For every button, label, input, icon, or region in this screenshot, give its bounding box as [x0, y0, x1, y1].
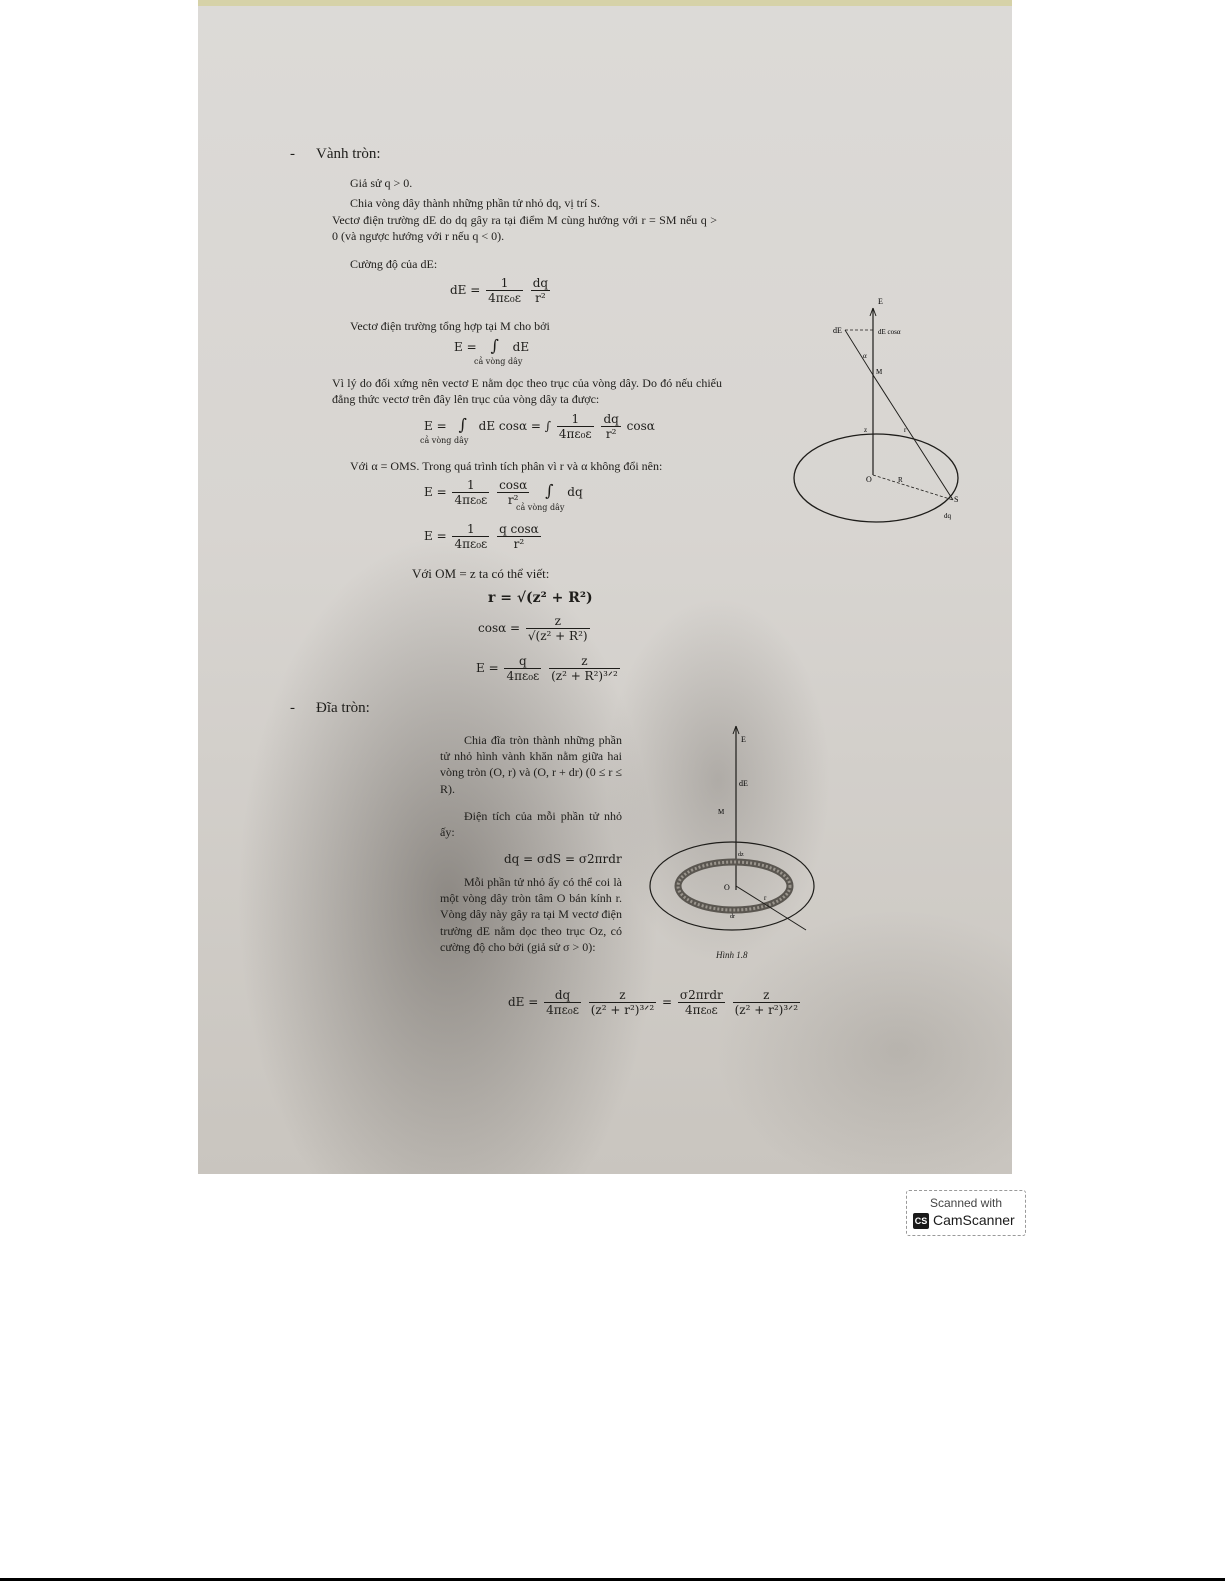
- ring-paragraph-8: Với OM = z ta có thể viết:: [412, 566, 550, 581]
- numerator: z: [589, 988, 656, 1003]
- label-O: O: [866, 475, 872, 484]
- ring-heading: Vành tròn:: [316, 146, 381, 162]
- fraction: [733, 988, 800, 1017]
- ring-paragraph-4: Cường độ của dE:: [350, 257, 438, 271]
- label-M: M: [718, 808, 725, 816]
- label-R: R: [898, 476, 903, 484]
- denominator: 4πε₀ε: [454, 493, 488, 507]
- numerator: q cosα: [499, 522, 539, 536]
- denominator: r²: [513, 537, 525, 551]
- ring-paragraph-2: Chia vòng dây thành những phần tử nhỏ dq, vị trí S.: [350, 196, 600, 210]
- fraction: [504, 654, 541, 683]
- numerator: z: [733, 988, 800, 1003]
- eq-lhs: E =: [424, 485, 447, 499]
- eq-lhs: E =: [424, 529, 447, 543]
- ring-paragraph-7: Với α = OMS. Trong quá trình tích phân vì r và α không đổi nên:: [350, 459, 663, 473]
- disk-paragraph-3: Mỗi phần tử nhỏ ấy có thể coi là một vòng dây tròn tâm O bán kính r. Vòng dây này gây ra tại M vectơ điện trường dE nằm dọc theo trục Oz, có cường độ cho bởi (giả sử σ > 0):: [440, 875, 622, 954]
- ring-paragraph-3: Vectơ điện trường dE do dq gây ra tại điểm M cùng hướng với r = SM nếu q > 0 (và ngược hướng với r nếu q < 0).: [332, 213, 717, 244]
- fraction: [497, 522, 541, 551]
- denominator: 4πε₀ε: [454, 537, 488, 551]
- numerator: z: [549, 654, 620, 669]
- denominator: 4πε₀ε: [488, 291, 521, 305]
- badge-brand: CamScanner: [933, 1212, 1015, 1228]
- numerator: dq: [544, 988, 581, 1003]
- label-dr: dr: [730, 914, 735, 920]
- numerator: 1: [557, 412, 594, 427]
- ring-equation-7: [478, 614, 592, 643]
- charged-ring: [794, 434, 958, 522]
- fraction: [486, 276, 523, 305]
- integral-sign: ∫: [458, 415, 467, 434]
- figure-caption: Hình 1.8: [716, 950, 748, 960]
- label-dE: dE: [739, 779, 748, 788]
- label-E: E: [878, 297, 883, 306]
- label-O: O: [724, 883, 730, 892]
- fraction: [544, 988, 581, 1017]
- fraction: [526, 614, 590, 643]
- radius-R: [873, 475, 953, 500]
- fraction: [589, 988, 656, 1017]
- label-r: r: [764, 894, 767, 902]
- integral-subscript: cả vòng dây: [516, 503, 565, 512]
- fraction: [557, 412, 594, 441]
- eq-tail: cosα: [626, 419, 655, 433]
- denominator: r²: [535, 291, 546, 305]
- integral-sign: ∫: [490, 336, 499, 355]
- eq-rhs: dE: [512, 340, 530, 354]
- camscanner-badge[interactable]: [906, 1190, 1026, 1236]
- label-dE: dE: [833, 326, 842, 335]
- ring-equation-6: r = √(z² + R²): [488, 590, 593, 606]
- denominator: (z² + r²)³ᐟ²: [734, 1003, 799, 1017]
- ring-diagram: [778, 290, 978, 525]
- ring-equation-8: [476, 654, 622, 683]
- eq-lhs: dE =: [450, 283, 481, 297]
- ring-paragraph-1: Giả sử q > 0.: [350, 176, 413, 190]
- disk-diagram: [646, 720, 816, 965]
- eq-mid: dE cosα = ∫: [478, 419, 552, 433]
- line-r-to-S: [873, 375, 953, 500]
- eq-lhs: E =: [476, 661, 499, 675]
- numerator: 1: [486, 276, 523, 291]
- denominator: √(z² + R²): [527, 629, 588, 643]
- denominator: 4πε₀ε: [506, 669, 540, 683]
- badge-scanned-with: Scanned with: [929, 1196, 1003, 1210]
- bullet-dash: -: [290, 146, 295, 162]
- fraction: [452, 522, 489, 551]
- eq-lhs: dE =: [508, 995, 539, 1009]
- ring-equation-2: [454, 336, 529, 355]
- fraction: [452, 478, 489, 507]
- eq-lhs: E =: [424, 419, 447, 433]
- ring-equation-1: [450, 276, 552, 305]
- eq-lhs: cosα =: [478, 621, 521, 635]
- ring-paragraph-6: Vì lý do đối xứng nên vectơ E nằm dọc theo trục của vòng dây. Do đó nếu chiếu đẳng thức vectơ trên đây lên trục của vòng dây ta được:: [332, 376, 722, 407]
- bottom-rule: [0, 1578, 1225, 1581]
- eq-tail: dq: [567, 485, 583, 499]
- integral-sign: ∫: [545, 481, 554, 500]
- denominator: r²: [605, 427, 617, 441]
- ring-equation-5: [424, 522, 543, 551]
- denominator: (z² + r²)³ᐟ²: [590, 1003, 655, 1017]
- label-dE-cos: dE cosα: [878, 328, 901, 336]
- disk-paragraph-2: Điện tích của mỗi phần tử nhỏ ấy:: [440, 809, 622, 840]
- numerator: cosα: [499, 478, 528, 492]
- numerator: q: [504, 654, 541, 669]
- eq-lhs: E =: [454, 340, 477, 354]
- disk-equation-2: [508, 988, 802, 1017]
- camscanner-logo-icon: CS: [913, 1213, 929, 1229]
- label-dq: dq: [944, 512, 951, 520]
- numerator: z: [526, 614, 590, 629]
- integral-subscript: cả vòng dây: [420, 436, 469, 445]
- ring-paragraph-5: Vectơ điện trường tổng hợp tại M cho bởi: [350, 319, 550, 333]
- numerator: dq: [603, 412, 619, 426]
- integral-subscript: cả vòng dây: [474, 357, 523, 366]
- page-edge-strip: [198, 0, 1012, 6]
- disk-equation-1: dq = σdS = σ2πrdr: [504, 852, 622, 866]
- denominator: (z² + R²)³ᐟ²: [551, 669, 618, 683]
- fraction: [678, 988, 725, 1017]
- label-S: S: [954, 495, 959, 504]
- numerator: 1: [452, 522, 489, 537]
- label-z: z: [864, 426, 868, 434]
- label-M: M: [876, 368, 883, 376]
- fraction: [601, 412, 620, 441]
- numerator: σ2πrdr: [679, 988, 723, 1002]
- field-vector-dE: [845, 330, 873, 375]
- fraction: [531, 276, 550, 305]
- label-E: E: [741, 735, 746, 744]
- eq-sign: =: [662, 995, 673, 1009]
- denominator: r²: [507, 493, 519, 507]
- denominator: 4πε₀ε: [558, 427, 592, 441]
- label-dz: dz: [738, 852, 744, 858]
- fraction: [549, 654, 620, 683]
- disk-heading: Đĩa tròn:: [316, 700, 370, 716]
- label-r: r: [904, 426, 907, 434]
- denominator: 4πε₀ε: [684, 1003, 718, 1017]
- label-alpha: α: [863, 352, 867, 360]
- denominator: 4πε₀ε: [546, 1003, 579, 1017]
- scanned-page-photo: [198, 0, 1012, 1174]
- bullet-dash: -: [290, 700, 295, 716]
- numerator: 1: [452, 478, 489, 493]
- disk-paragraph-1: Chia đĩa tròn thành những phần tử nhỏ hình vành khăn nằm giữa hai vòng tròn (O, r) và (O, r + dr) (0 ≤ r ≤ R).: [440, 733, 622, 796]
- numerator: dq: [532, 276, 549, 290]
